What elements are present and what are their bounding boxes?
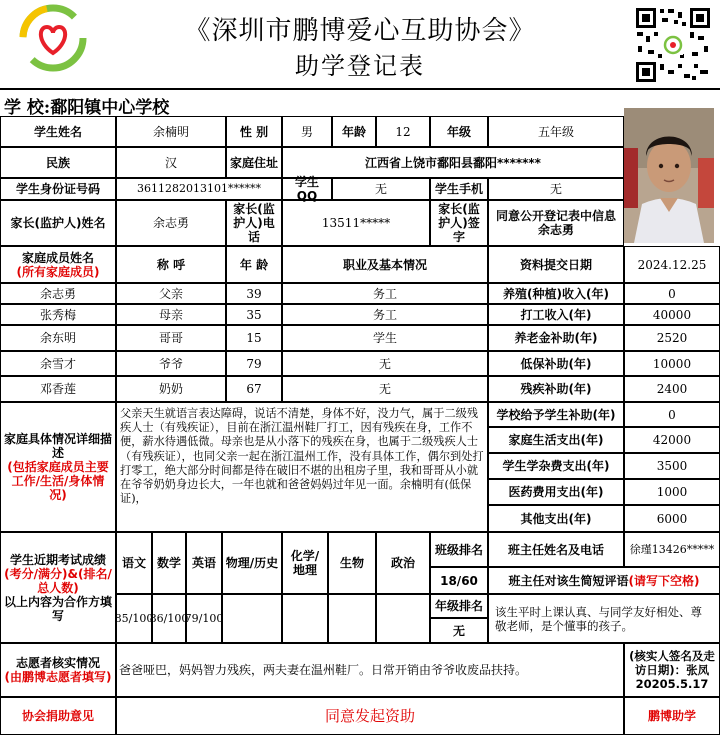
page-subtitle: 助学登记表 <box>295 52 425 80</box>
exam-label: 学生近期考试成绩 (考分/满分)&(排名/总人数) 以上内容为合作方填写 <box>0 532 116 643</box>
member-job: 学生 <box>282 325 488 351</box>
score <box>328 594 376 643</box>
gender-label: 性 别 <box>226 116 282 147</box>
finance-label: 残疾补助(年) <box>488 376 624 402</box>
finance-value: 0 <box>624 283 720 304</box>
brand: 鹏博助学 <box>624 697 720 735</box>
member-age: 67 <box>226 376 282 402</box>
student-name-label: 学生姓名 <box>0 116 116 147</box>
finance-value: 2400 <box>624 376 720 402</box>
age-label: 年龄 <box>332 116 376 147</box>
subject-header: 数学 <box>152 532 186 594</box>
finance-label: 打工收入(年) <box>488 304 624 325</box>
col-relation: 称 呼 <box>116 246 226 283</box>
student-id-label: 学生身份证号码 <box>0 178 116 200</box>
finance-value: 10000 <box>624 351 720 376</box>
submit-date-label: 资料提交日期 <box>488 246 624 283</box>
opinion-label: 协会捐助意见 <box>0 697 116 735</box>
member-job: 务工 <box>282 304 488 325</box>
finance-value: 6000 <box>624 505 720 532</box>
address: 江西省上饶市鄱阳县鄱阳******* <box>282 147 624 178</box>
teacher: 徐瑾13426***** <box>624 532 720 567</box>
finance-value: 2520 <box>624 325 720 351</box>
member-name: 余雪才 <box>0 351 116 376</box>
gender: 男 <box>282 116 332 147</box>
guardian-phone-label: 家长(监护人)电话 <box>226 200 282 246</box>
qr-code-icon <box>634 6 712 84</box>
class-rank: 18/60 <box>430 567 488 594</box>
score <box>222 594 282 643</box>
student-id: 3611282013101****** <box>116 178 282 200</box>
score <box>282 594 328 643</box>
finance-value: 0 <box>624 402 720 427</box>
guardian: 余志勇 <box>116 200 226 246</box>
member-relation: 母亲 <box>116 304 226 325</box>
phone: 无 <box>488 178 624 200</box>
volunteer-sign: (核实人签名及走访日期)：张凤20205.5.17 <box>624 643 720 697</box>
finance-value: 1000 <box>624 479 720 505</box>
member-job: 务工 <box>282 283 488 304</box>
grade-rank-label: 年级排名 <box>430 594 488 618</box>
grade-rank: 无 <box>430 618 488 643</box>
finance-value: 3500 <box>624 453 720 479</box>
qq: 无 <box>332 178 430 200</box>
subject-header: 语文 <box>116 532 152 594</box>
finance-label: 学生学杂费支出(年) <box>488 453 624 479</box>
student-name: 余楠明 <box>116 116 226 147</box>
header <box>0 0 720 88</box>
member-name: 邓香莲 <box>0 376 116 402</box>
member-relation: 父亲 <box>116 283 226 304</box>
member-relation: 奶奶 <box>116 376 226 402</box>
col-job: 职业及基本情况 <box>282 246 488 283</box>
member-name: 张秀梅 <box>0 304 116 325</box>
finance-label: 低保补助(年) <box>488 351 624 376</box>
subject-header: 化学/地理 <box>282 532 328 594</box>
member-relation: 爷爷 <box>116 351 226 376</box>
student-photo <box>624 108 714 243</box>
score: 85/100 <box>116 594 152 643</box>
col-age: 年 龄 <box>226 246 282 283</box>
finance-label: 学校给予学生补助(年) <box>488 402 624 427</box>
family-desc-label: 家庭具体情况详细描述 (包括家庭成员主要工作/生活/身体情况) <box>0 402 116 532</box>
member-relation: 哥哥 <box>116 325 226 351</box>
subject-header: 政治 <box>376 532 430 594</box>
qq-label: 学生QQ <box>282 178 332 200</box>
subject-header: 英语 <box>186 532 222 594</box>
finance-label: 其他支出(年) <box>488 505 624 532</box>
member-job: 无 <box>282 376 488 402</box>
subject-header: 生物 <box>328 532 376 594</box>
finance-value: 42000 <box>624 427 720 453</box>
member-age: 39 <box>226 283 282 304</box>
consent-signature: 同意公开登记表中信息余志勇 <box>488 200 624 246</box>
member-age: 35 <box>226 304 282 325</box>
member-name: 余东明 <box>0 325 116 351</box>
family-desc-text: 父亲天生就语言表达障碍，说话不清楚，身体不好，没力气，属于二级残疾人士（有残疾证），目前在浙江温州鞋厂打工，因有残疾在身，工作不便，薪水待遇低微。母亲也是从小落下的残疾在身，也属于二级残疾人士（有残疾证），也同父亲一起在浙江温州工作，没有具体工作，偶尔到处打打零工，绝大部分时间都是待在破旧不堪的出租房子里，我和哥哥从小就在爷爷奶奶身边长大，一年也就和爸爸妈妈过年见一面。余楠明有(低保证)， <box>116 402 488 532</box>
score: 86/100 <box>152 594 186 643</box>
volunteer-label: 志愿者核实情况 (由鹏博志愿者填写) <box>0 643 116 697</box>
finance-label: 养老金补助(年) <box>488 325 624 351</box>
ethnicity: 汉 <box>116 147 226 178</box>
ethnicity-label: 民族 <box>0 147 116 178</box>
opinion: 同意发起资助 <box>116 697 624 735</box>
grade: 五年级 <box>488 116 624 147</box>
volunteer-text: 爸爸哑巴，妈妈智力残疾，两夫妻在温州鞋厂。日常开销由爷爷收废品扶持。 <box>116 643 624 697</box>
address-label: 家庭住址 <box>226 147 282 178</box>
comment-label: 班主任对该生简短评语 (请写下空格) <box>488 567 720 594</box>
subject-header: 物理/历史 <box>222 532 282 594</box>
finance-label: 养殖(种植)收入(年) <box>488 283 624 304</box>
teacher-comment: 该生平时上课认真、与同学友好相处、尊敬老师，是个懂事的孩子。 <box>488 594 720 643</box>
guardian-label: 家长(监护人)姓名 <box>0 200 116 246</box>
phone-label: 学生手机 <box>430 178 488 200</box>
page-title: 《深圳市鹏博爱心互助协会》 <box>184 16 536 46</box>
finance-label: 医药费用支出(年) <box>488 479 624 505</box>
member-age: 15 <box>226 325 282 351</box>
guardian-phone: 13511***** <box>282 200 430 246</box>
members-header-label: 家庭成员姓名 (所有家庭成员) <box>0 246 116 283</box>
class-rank-label: 班级排名 <box>430 532 488 567</box>
submit-date: 2024.12.25 <box>624 246 720 283</box>
member-age: 79 <box>226 351 282 376</box>
grade-label: 年级 <box>430 116 488 147</box>
teacher-label: 班主任姓名及电话 <box>488 532 624 567</box>
score <box>376 594 430 643</box>
finance-label: 家庭生活支出(年) <box>488 427 624 453</box>
member-job: 无 <box>282 351 488 376</box>
school-name: 学 校:鄱阳镇中心学校 <box>4 98 170 118</box>
score: 79/100 <box>186 594 222 643</box>
member-name: 余志勇 <box>0 283 116 304</box>
guardian-sign-label: 家长(监护人)签字 <box>430 200 488 246</box>
finance-value: 40000 <box>624 304 720 325</box>
school-row <box>0 88 720 118</box>
age: 12 <box>376 116 430 147</box>
